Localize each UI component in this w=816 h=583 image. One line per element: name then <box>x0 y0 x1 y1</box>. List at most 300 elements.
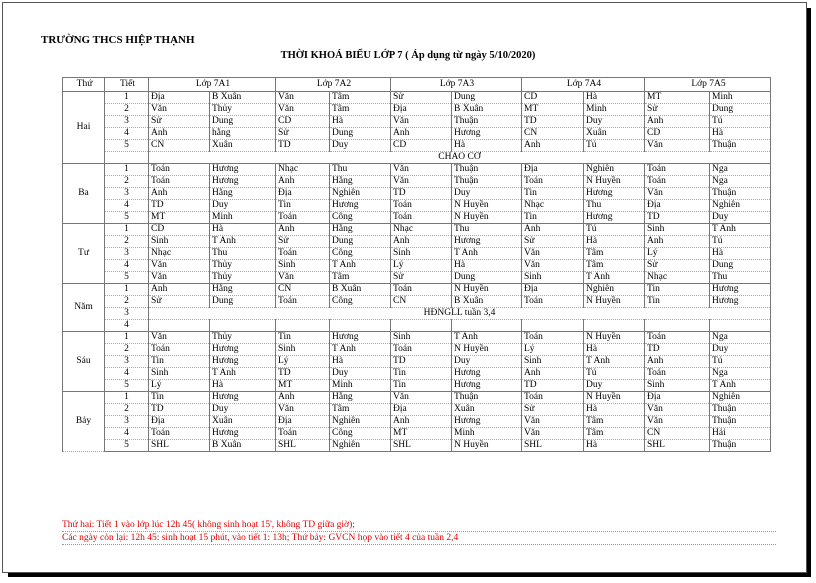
table-row <box>63 140 771 152</box>
table-row <box>63 224 771 236</box>
subject-cell: Anh <box>645 116 710 128</box>
teacher-cell: Thuận <box>452 164 522 176</box>
table-row <box>63 92 771 104</box>
teacher-cell: Duy <box>330 140 391 152</box>
teacher-cell: T Anh <box>210 236 276 248</box>
period-cell: 2 <box>105 176 149 188</box>
subject-cell: Địa <box>149 92 210 104</box>
table-row <box>63 248 771 260</box>
subject-cell: Địa <box>391 404 452 416</box>
teacher-cell: Hà <box>452 260 522 272</box>
period-cell: 4 <box>105 128 149 140</box>
subject-cell: Văn <box>276 104 330 116</box>
teacher-cell <box>330 320 391 332</box>
teacher-cell: Thủy <box>210 272 276 284</box>
subject-cell: Nhạc <box>391 224 452 236</box>
subject-cell: CN <box>522 128 584 140</box>
subject-cell: TD <box>149 404 210 416</box>
subject-cell: Nhạc <box>149 248 210 260</box>
subject-cell: Văn <box>149 104 210 116</box>
day-cell: Ba <box>63 164 105 224</box>
period-cell: 1 <box>105 224 149 236</box>
subject-cell <box>149 320 210 332</box>
teacher-cell: Duy <box>210 200 276 212</box>
subject-cell: Toán <box>645 332 710 344</box>
teacher-cell: B Xuân <box>452 296 522 308</box>
teacher-cell: Tâm <box>330 104 391 116</box>
subject-cell: Toán <box>645 368 710 380</box>
teacher-cell: Tâm <box>330 92 391 104</box>
teacher-cell: Xuân <box>210 416 276 428</box>
table-row <box>63 416 771 428</box>
period-cell: 1 <box>105 92 149 104</box>
subject-cell: Tin <box>522 212 584 224</box>
teacher-cell: Hương <box>330 200 391 212</box>
teacher-cell: Hà <box>584 344 645 356</box>
teacher-cell: Duy <box>452 356 522 368</box>
subject-cell: TD <box>391 356 452 368</box>
subject-cell: TD <box>645 344 710 356</box>
teacher-cell: Hà <box>584 440 645 452</box>
teacher-cell: Hằng <box>330 224 391 236</box>
teacher-cell: B Xuân <box>210 440 276 452</box>
teacher-cell: Duy <box>710 344 771 356</box>
teacher-cell: B Xuân <box>452 104 522 116</box>
header-row <box>63 78 771 92</box>
teacher-cell: Nghiên <box>330 416 391 428</box>
subject-cell: Văn <box>645 404 710 416</box>
subject-cell: Sử <box>522 404 584 416</box>
day-cell: Hai <box>63 92 105 164</box>
subject-cell: Địa <box>276 416 330 428</box>
table-row <box>63 308 771 320</box>
period-cell: 1 <box>105 392 149 404</box>
subject-cell: Toán <box>522 296 584 308</box>
table-row <box>63 104 771 116</box>
subject-cell: Sinh <box>645 224 710 236</box>
table-row <box>63 152 771 164</box>
subject-cell <box>276 320 330 332</box>
subject-cell: Sinh <box>391 332 452 344</box>
teacher-cell: Thủy <box>210 260 276 272</box>
teacher-cell: Thuận <box>710 440 771 452</box>
table-row <box>63 296 771 308</box>
subject-cell: Tin <box>149 392 210 404</box>
subject-cell: Văn <box>391 176 452 188</box>
subject-cell: Địa <box>522 284 584 296</box>
subject-cell: Văn <box>149 332 210 344</box>
teacher-cell: Hương <box>210 356 276 368</box>
teacher-cell: Tú <box>710 236 771 248</box>
teacher-cell: N Huyền <box>452 440 522 452</box>
class-header: Lớp 7A3 <box>391 78 522 92</box>
teacher-cell: Hà <box>710 128 771 140</box>
subject-cell: Anh <box>645 356 710 368</box>
subject-cell: TD <box>391 188 452 200</box>
table-row <box>63 284 771 296</box>
teacher-cell: Thủy <box>210 104 276 116</box>
teacher-cell: Hà <box>452 140 522 152</box>
subject-cell: Sinh <box>276 344 330 356</box>
teacher-cell: Thu <box>710 272 771 284</box>
table-row <box>63 368 771 380</box>
teacher-cell: Xuân <box>584 128 645 140</box>
subject-cell: Anh <box>522 140 584 152</box>
subject-cell: SHL <box>645 440 710 452</box>
table-row <box>63 128 771 140</box>
subject-cell: Sinh <box>522 272 584 284</box>
subject-cell: CN <box>149 140 210 152</box>
subject-cell: Văn <box>149 272 210 284</box>
teacher-cell: B Xuân <box>330 284 391 296</box>
table-row <box>63 392 771 404</box>
subject-cell: Văn <box>391 164 452 176</box>
subject-cell: Văn <box>645 416 710 428</box>
subject-cell: Anh <box>522 224 584 236</box>
teacher-cell: Hà <box>584 236 645 248</box>
teacher-cell: Hà <box>584 404 645 416</box>
period-cell: 4 <box>105 368 149 380</box>
teacher-cell: Dung <box>710 104 771 116</box>
subject-cell: Nhạc <box>645 272 710 284</box>
teacher-cell: Tâm <box>330 404 391 416</box>
subject-cell: Sử <box>276 128 330 140</box>
day-cell: Tư <box>63 224 105 284</box>
table-row <box>63 188 771 200</box>
teacher-cell: Công <box>330 428 391 440</box>
teacher-cell: Tâm <box>584 416 645 428</box>
table-row <box>63 200 771 212</box>
subject-cell: Tin <box>391 380 452 392</box>
teacher-cell: Nga <box>710 164 771 176</box>
subject-cell: CN <box>645 428 710 440</box>
teacher-cell: Thuận <box>710 416 771 428</box>
subject-cell: Toán <box>149 428 210 440</box>
teacher-cell: Thu <box>584 200 645 212</box>
teacher-cell: T Anh <box>584 356 645 368</box>
subject-cell: CD <box>391 140 452 152</box>
table-row <box>63 116 771 128</box>
subject-cell: Toán <box>276 296 330 308</box>
subject-cell: Toán <box>522 176 584 188</box>
subject-cell: Sinh <box>149 236 210 248</box>
subject-cell: Toán <box>522 332 584 344</box>
teacher-cell: Duy <box>710 212 771 224</box>
timetable-title: THỜI KHOÁ BIỂU LỚP 7 ( Áp dụng từ ngày 5/10/2020) <box>280 50 536 61</box>
subject-cell: Toán <box>391 344 452 356</box>
teacher-cell: Duy <box>330 368 391 380</box>
table-row <box>63 272 771 284</box>
teacher-cell: Nghiên <box>330 188 391 200</box>
subject-cell: Toán <box>276 428 330 440</box>
period-cell: 5 <box>105 380 149 392</box>
teacher-cell: Tâm <box>330 272 391 284</box>
teacher-cell: B Xuân <box>210 92 276 104</box>
subject-cell: Địa <box>645 200 710 212</box>
teacher-cell: Hà <box>210 224 276 236</box>
table-row <box>63 404 771 416</box>
subject-cell: Toán <box>391 284 452 296</box>
teacher-cell: Nghiên <box>710 200 771 212</box>
period-cell: 3 <box>105 416 149 428</box>
table-row <box>63 332 771 344</box>
subject-cell: Sử <box>276 236 330 248</box>
period-cell: 2 <box>105 104 149 116</box>
teacher-cell: Hương <box>330 332 391 344</box>
subject-cell: TD <box>149 200 210 212</box>
subject-cell: SHL <box>391 440 452 452</box>
teacher-cell: N Huyền <box>452 212 522 224</box>
teacher-cell: Hương <box>584 188 645 200</box>
class-header: Lớp 7A2 <box>276 78 391 92</box>
subject-cell <box>391 320 452 332</box>
teacher-cell: hằng <box>210 128 276 140</box>
subject-cell: SHL <box>522 440 584 452</box>
teacher-cell: Hà <box>330 116 391 128</box>
day-cell: Sáu <box>63 332 105 392</box>
teacher-cell: N Huyền <box>452 284 522 296</box>
teacher-cell <box>452 320 522 332</box>
subject-cell: Lý <box>645 248 710 260</box>
teacher-cell: Tú <box>710 356 771 368</box>
subject-cell: Địa <box>276 188 330 200</box>
teacher-cell: Tâm <box>584 260 645 272</box>
subject-cell: CD <box>645 128 710 140</box>
school-name: TRƯỜNG THCS HIỆP THẠNH <box>41 34 195 46</box>
subject-cell: CD <box>522 92 584 104</box>
period-cell: 2 <box>105 236 149 248</box>
subject-cell: Địa <box>149 416 210 428</box>
teacher-cell: Tú <box>584 224 645 236</box>
subject-cell: Sử <box>149 296 210 308</box>
period-cell: 4 <box>105 428 149 440</box>
subject-cell: Tin <box>522 188 584 200</box>
table-row <box>63 320 771 332</box>
teacher-cell: Hương <box>210 428 276 440</box>
teacher-cell: Tâm <box>584 248 645 260</box>
teacher-cell: T Anh <box>710 380 771 392</box>
teacher-cell: Tú <box>584 140 645 152</box>
teacher-cell: T Anh <box>330 344 391 356</box>
subject-cell: Tin <box>645 296 710 308</box>
day-cell: Bảy <box>63 392 105 452</box>
teacher-cell: Dung <box>330 128 391 140</box>
subject-cell: TD <box>522 380 584 392</box>
teacher-cell: Duy <box>584 380 645 392</box>
teacher-cell: Nghiên <box>710 392 771 404</box>
teacher-cell <box>710 320 771 332</box>
teacher-cell: Dung <box>210 116 276 128</box>
teacher-cell: Thu <box>330 164 391 176</box>
subject-cell: Sinh <box>276 260 330 272</box>
subject-cell: CN <box>276 284 330 296</box>
period-cell: 2 <box>105 296 149 308</box>
table-row <box>63 164 771 176</box>
teacher-cell: Dung <box>452 92 522 104</box>
teacher-cell: Hằng <box>210 188 276 200</box>
subject-cell: Tin <box>149 356 210 368</box>
subject-cell: Văn <box>276 272 330 284</box>
teacher-cell: Thuận <box>710 404 771 416</box>
teacher-cell: Hằng <box>210 284 276 296</box>
period-cell: 1 <box>105 164 149 176</box>
teacher-cell: Nghiên <box>584 284 645 296</box>
teacher-cell: Nga <box>710 368 771 380</box>
period-cell: 5 <box>105 272 149 284</box>
subject-cell: Tin <box>645 284 710 296</box>
merged-cell: CHÀO CỜ <box>149 152 771 164</box>
day-cell: Năm <box>63 284 105 332</box>
period-cell: 1 <box>105 332 149 344</box>
period-cell: 3 <box>105 188 149 200</box>
teacher-cell: Minh <box>210 212 276 224</box>
subject-cell: Văn <box>149 260 210 272</box>
teacher-cell: Thuận <box>452 392 522 404</box>
subject-cell: Địa <box>645 392 710 404</box>
subject-cell: Toán <box>276 212 330 224</box>
teacher-cell: T Anh <box>710 224 771 236</box>
period-cell: 2 <box>105 404 149 416</box>
subject-cell: Văn <box>522 416 584 428</box>
teacher-cell: Thu <box>452 224 522 236</box>
teacher-cell: Dung <box>710 260 771 272</box>
teacher-cell: Dung <box>452 272 522 284</box>
teacher-cell: N Huyền <box>584 296 645 308</box>
subject-cell: Văn <box>522 260 584 272</box>
teacher-cell: Hằng <box>330 176 391 188</box>
table-row <box>63 356 771 368</box>
subject-cell: CD <box>276 116 330 128</box>
subject-cell: Anh <box>391 416 452 428</box>
teacher-cell: T Anh <box>210 368 276 380</box>
table-row <box>63 260 771 272</box>
teacher-cell: Công <box>330 296 391 308</box>
subject-cell: TD <box>522 116 584 128</box>
subject-cell: Văn <box>645 140 710 152</box>
teacher-cell: Hà <box>584 92 645 104</box>
subject-cell: SHL <box>276 440 330 452</box>
period-cell: 4 <box>105 200 149 212</box>
teacher-cell: Thủy <box>210 332 276 344</box>
period-cell: 4 <box>105 260 149 272</box>
subject-cell: Văn <box>391 116 452 128</box>
subject-cell: Anh <box>522 368 584 380</box>
subject-cell: Sử <box>522 236 584 248</box>
teacher-cell: Duy <box>210 404 276 416</box>
period-cell: 5 <box>105 140 149 152</box>
period-cell: 3 <box>105 308 149 320</box>
subject-cell: Văn <box>522 428 584 440</box>
teacher-cell: N Huyền <box>584 392 645 404</box>
teacher-cell: Hương <box>210 164 276 176</box>
teacher-cell <box>584 320 645 332</box>
teacher-cell: Nga <box>710 176 771 188</box>
subject-cell: Sử <box>645 104 710 116</box>
teacher-cell: Minh <box>710 92 771 104</box>
subject-cell <box>645 320 710 332</box>
subject-cell: Toán <box>645 176 710 188</box>
subject-cell: MT <box>149 212 210 224</box>
teacher-cell: Tú <box>710 116 771 128</box>
table-row <box>63 380 771 392</box>
period-cell: 3 <box>105 356 149 368</box>
teacher-cell: Tú <box>584 368 645 380</box>
teacher-cell: Xuân <box>210 140 276 152</box>
subject-cell: MT <box>391 428 452 440</box>
period-cell: 1 <box>105 284 149 296</box>
subject-cell: Lý <box>276 356 330 368</box>
teacher-cell: Hà <box>710 248 771 260</box>
teacher-cell: Xuân <box>452 404 522 416</box>
teacher-cell: N Huyền <box>452 200 522 212</box>
subject-cell: CD <box>149 224 210 236</box>
teacher-cell: Thu <box>210 248 276 260</box>
table-row <box>63 212 771 224</box>
teacher-cell: N Huyền <box>452 344 522 356</box>
teacher-cell: Thuận <box>452 116 522 128</box>
teacher-cell: T Anh <box>330 260 391 272</box>
teacher-cell: Tâm <box>584 428 645 440</box>
teacher-cell: Minh <box>330 380 391 392</box>
teacher-cell: Hương <box>210 392 276 404</box>
teacher-cell: Hương <box>710 296 771 308</box>
subject-cell: Toán <box>149 344 210 356</box>
merged-cell: HĐNGLL tuần 3,4 <box>149 308 771 320</box>
teacher-cell: N Huyền <box>584 176 645 188</box>
subject-cell: Anh <box>149 188 210 200</box>
teacher-cell: Dung <box>330 236 391 248</box>
teacher-cell: Hà <box>330 356 391 368</box>
subject-cell: Lý <box>391 260 452 272</box>
teacher-cell: Dung <box>210 296 276 308</box>
subject-cell: Văn <box>276 404 330 416</box>
subject-cell: Sử <box>391 92 452 104</box>
class-header: Lớp 7A1 <box>149 78 276 92</box>
teacher-cell: Hương <box>452 236 522 248</box>
teacher-cell: Hương <box>210 344 276 356</box>
subject-cell: Văn <box>645 188 710 200</box>
teacher-cell: Hà <box>210 380 276 392</box>
subject-cell: Sinh <box>522 356 584 368</box>
subject-cell: Toán <box>149 176 210 188</box>
subject-cell <box>522 320 584 332</box>
teacher-cell: Công <box>330 212 391 224</box>
subject-cell: Anh <box>391 128 452 140</box>
subject-cell: TD <box>276 140 330 152</box>
teacher-cell: Hương <box>584 212 645 224</box>
subject-cell: Anh <box>276 392 330 404</box>
subject-cell: Sinh <box>645 380 710 392</box>
teacher-cell: Duy <box>452 188 522 200</box>
subject-cell: Tin <box>391 368 452 380</box>
teacher-cell: Hương <box>210 176 276 188</box>
subject-cell: Toán <box>522 392 584 404</box>
subject-cell: Toán <box>276 248 330 260</box>
subject-cell: Anh <box>276 176 330 188</box>
teacher-cell: T Anh <box>452 248 522 260</box>
subject-cell: Toán <box>645 164 710 176</box>
teacher-cell: Nghiên <box>330 440 391 452</box>
subject-cell: CN <box>391 296 452 308</box>
teacher-cell: Thuận <box>710 188 771 200</box>
period-cell: 5 <box>105 212 149 224</box>
subject-cell: Nhạc <box>276 164 330 176</box>
subject-cell: MT <box>645 92 710 104</box>
teacher-cell: T Anh <box>584 272 645 284</box>
subject-cell: Anh <box>149 128 210 140</box>
subject-cell: MT <box>276 380 330 392</box>
subject-cell: Anh <box>645 236 710 248</box>
